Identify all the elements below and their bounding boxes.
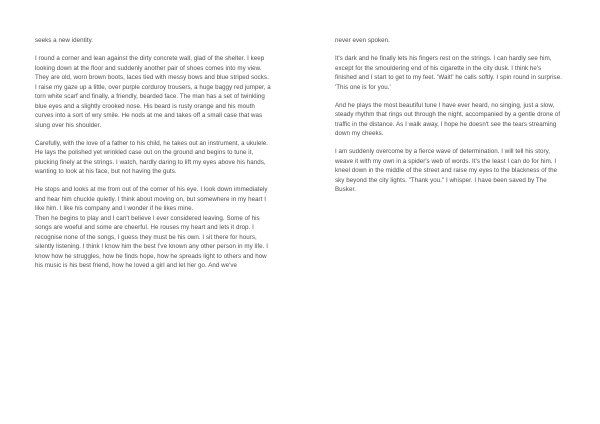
left-paragraph-1: seeks a new identity. bbox=[35, 37, 94, 44]
right-paragraph-1: never even spoken. bbox=[335, 37, 390, 44]
left-paragraph-3: Carefully, with the love of a father to his child, he takes out an instrument, a ukulele. He lays the polished yet wrinkled case out on the ground and begins to tune it, plucking finely at the strings. I watch, hardly daring to lift my eyes above his hands, wanting to look at his face, but not having the guts. bbox=[35, 139, 269, 175]
left-paragraph-2: I round a corner and lean against the dirty concrete wall, glad of the shelter. I keep looking down at the floor and suddenly another pair of shoes comes into my view. They are old, worn brown boots, laces tied with messy bows and blue striped socks. I raise my gaze up a little, over purple corduroy trousers, a huge baggy red jumper, a torn white scarf and finally, a friendly, bearded face. The man has a set of twinkling blue eyes and a slightly crooked nose. His beard is rusty orange and his mouth curves into a sort of wry smile. He nods at me and takes off a small case that was slung over his shoulder. bbox=[35, 55, 271, 129]
right-paragraph-3: And he plays the most beautiful tune I have ever heard, no singing, just a slow, steady rhythm that rings out through the night, accompanied by a gentle drone of traffic in the distance. As I walk away, I hope he doesn't see the tears streaming down my cheeks. bbox=[335, 101, 561, 137]
left-paragraph-4: He stops and looks at me from out of the corner of his eye. I look down immediately and hear him chuckle quietly. I think about moving on, but somewhere in my heart I like him. I like his company and I wonder if he likes mine. bbox=[35, 186, 268, 212]
right-paragraph-2: It's dark and he finally lets his fingers rest on the strings. I can hardly see him, except for the smouldering end of his cigarette in the city dusk. I think he's finished and I start to get to my feet. 'Wait!' he calls softly. I spin round in surprise. 'This one is for you.' bbox=[335, 55, 562, 91]
right-page bbox=[335, 36, 563, 203]
left-page bbox=[35, 36, 271, 279]
left-paragraph-5: Then he begins to play and I can't believe I ever considered leaving. Some of his songs are woeful and some are cheerful. He rouses my heart and lets it drop. I recognise none of the songs, I guess they must be his own. I sit there for hours, silently listening. I think I know him the best I've known any other person in my life. I know how he struggles, how he finds hope, how he spreads light to others and how his music is his best friend, how he loved a girl and let her go. And we've bbox=[35, 214, 268, 269]
right-paragraph-4: I am suddenly overcome by a fierce wave of determination. I will tell his story, weave it with my own in a spider's web of words. It's the least I can do for him. I kneel down in the middle of the street and raise my eyes to the blackness of the sky beyond the city lights. "Thank you." I whisper. I have been saved by The Busker. bbox=[335, 148, 558, 193]
